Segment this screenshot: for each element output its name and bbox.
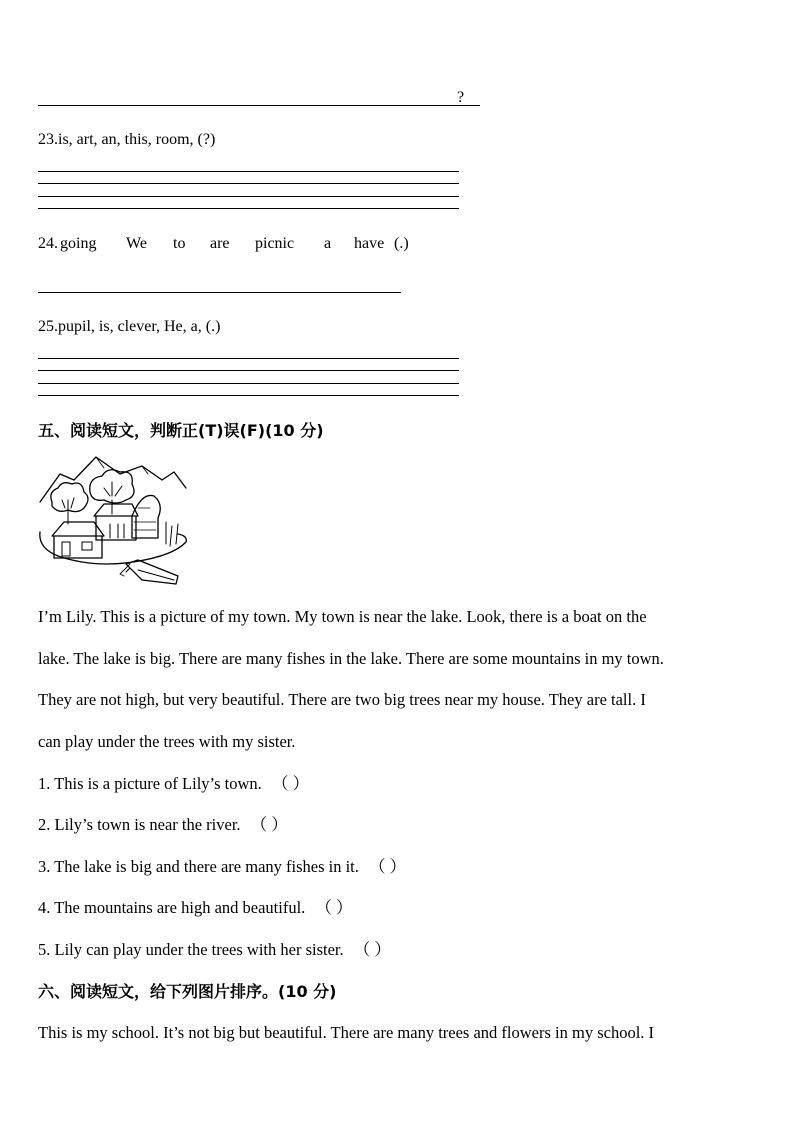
q24-word: to — [173, 235, 186, 252]
passage-line-2: lake. The lake is big. There are many fishes in the lake. There are some mountains in my town. — [38, 649, 664, 668]
q24-word: a — [324, 235, 332, 252]
q24-punct: (.) — [394, 235, 409, 252]
tf-question-5 — [38, 940, 391, 960]
q24-word: have — [354, 235, 385, 252]
answer-bracket[interactable]: （ ） — [369, 857, 407, 876]
answer-line-q24[interactable] — [38, 292, 401, 293]
question-text: 2. Lily’s town is near the river. — [38, 815, 241, 834]
boat — [126, 560, 178, 584]
q23-prompt: 23.is, art, an, this, room, (?) — [38, 131, 216, 148]
mountain-outline — [40, 457, 186, 502]
q22-question-mark: ? — [457, 89, 465, 106]
question-text: 5. Lily can play under the trees with her sister. — [38, 940, 344, 959]
question-text: 3. The lake is big and there are many fishes in it. — [38, 857, 359, 876]
q24-prompt — [38, 234, 438, 254]
section5-heading: 五、阅读短文，判断正(T)误(F)(10 分) — [38, 421, 324, 440]
answer-line-q25-4[interactable] — [38, 395, 459, 396]
answer-line-q25-2[interactable] — [38, 370, 459, 371]
tf-question-1 — [38, 774, 309, 794]
answer-line-q23-4[interactable] — [38, 208, 459, 209]
q24-number: 24. — [38, 235, 58, 252]
answer-line-q23-3[interactable] — [38, 196, 459, 197]
passage-line-4: can play under the trees with my sister. — [38, 732, 296, 751]
tf-question-4 — [38, 898, 353, 918]
q25-prompt: 25.pupil, is, clever, He, a, (.) — [38, 318, 221, 335]
q24-word: going — [60, 235, 97, 252]
tf-question-3 — [38, 857, 406, 877]
passage-line-3: They are not high, but very beautiful. There are two big trees near my house. They are tall. I — [38, 690, 646, 709]
q24-word: are — [210, 235, 230, 252]
answer-line-q23-2[interactable] — [38, 183, 459, 184]
tf-question-2 — [38, 815, 288, 835]
q24-word: picnic — [255, 235, 295, 252]
answer-bracket[interactable]: （ ） — [271, 774, 310, 793]
answer-line-q25-1[interactable] — [38, 358, 459, 359]
tree-canopy-left — [51, 483, 88, 512]
answer-bracket[interactable]: （ ） — [353, 940, 391, 959]
answer-bracket[interactable]: （ ） — [250, 815, 288, 834]
answer-line-q25-3[interactable] — [38, 383, 459, 384]
section6-heading: 六、阅读短文，给下列图片排序。(10 分) — [38, 982, 337, 1001]
question-text: 4. The mountains are high and beautiful. — [38, 898, 306, 917]
question-text: 1. This is a picture of Lily’s town. — [38, 774, 262, 793]
answer-line-q22[interactable] — [38, 105, 480, 106]
town-lake-illustration — [38, 452, 190, 588]
answer-line-q23-1[interactable] — [38, 171, 459, 172]
q24-word: We — [126, 235, 147, 252]
passage-line-1: I’m Lily. This is a picture of my town. My town is near the lake. Look, there is a boat on the — [38, 607, 647, 626]
section6-passage-line-1: This is my school. It’s not big but beautiful. There are many trees and flowers in my school. I — [38, 1023, 655, 1042]
answer-bracket[interactable]: （ ） — [315, 898, 353, 917]
